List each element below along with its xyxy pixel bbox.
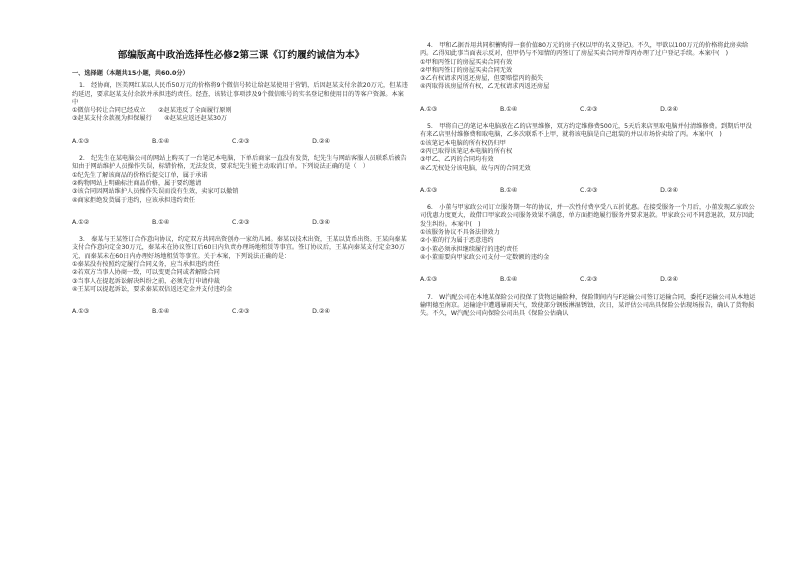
option-a: A.①③ [72, 137, 90, 145]
left-column [72, 50, 410, 326]
question-text: 3. 秦某与王某签订合作意向协议，约定双方共同出资创办一家幼儿园。秦某以技术出资，王某以货币出资。王某向秦某支付合作意向定金30万元，秦某未在协议签订后60日内负责办理场地租赁等事宜。签订协议后，王某向秦某支付定金30万元，而秦某未在60日内办理好场地租赁等事宜。关于本案，下列说法正确的是： [72, 236, 407, 260]
statement: ③当事人在提起诉讼解决纠纷之前，必须先行申请仲裁 [72, 277, 220, 285]
answer-options [420, 276, 678, 284]
statement: ②购物网站上明确标注商品价格，属于要约邀请 [72, 179, 202, 187]
question-text: 7. W汽配公司在本地某保险公司投保了货物运输险种，保险期间内与F运输公司签订运输合同，委托F运输公司从本地运输明德至南京。运输途中遭遇暴雨天气，致使部分钢板淋湿锈蚀，次日，某评估公司出具保险公估现场报告，确认了货物损失。不久，W汽配公司向保险公司出具《保险公估确认 [420, 293, 756, 318]
answer-options [72, 138, 330, 146]
statement: ④小董需要向甲家政公司支付一定数额的违约金 [420, 253, 550, 261]
option-b: B.①④ [499, 276, 518, 284]
option-d: D.②④ [660, 186, 678, 194]
statement: ①纪先生了解该商品的价格后提交订单，属于承诺 [72, 171, 208, 179]
option-c: C.②③ [232, 218, 250, 226]
answer-options [420, 106, 678, 114]
option-b: B.①④ [151, 137, 170, 145]
question-4 [420, 42, 758, 114]
option-c: C.②③ [232, 137, 250, 145]
statement: ③乙有权请求丙返还房屋，但要赔偿丙的损失 [420, 75, 544, 83]
statement: ③赵某支付余款视为担保履行 ④赵某应返还赵某30万 [72, 115, 228, 123]
question-3 [72, 236, 410, 316]
option-a: A.①③ [420, 105, 438, 113]
statement: ②丙已取得该笔记本电脑的所有权 [420, 147, 513, 155]
option-d: D.②④ [312, 137, 330, 145]
statement: ④商家拒绝发货属于违约，应该承担违约责任 [72, 196, 196, 204]
right-column [420, 42, 758, 318]
option-b: B.①④ [499, 105, 518, 113]
option-a: A.①③ [420, 186, 438, 194]
statement: ②甲和丙签订的房屋买卖合同无效 [420, 66, 513, 74]
statement: ②若双方当事人协商一致，可以变更合同或者解除合同 [72, 269, 220, 277]
question-1 [72, 82, 410, 146]
statement: ①微信号转让合同已经成立 ②赵某违反了全面履行原则 [72, 107, 232, 115]
section-heading: 一、选择题（本题共15小题，共60.0分） [72, 70, 189, 77]
question-5 [420, 123, 758, 195]
option-d: D.②④ [660, 276, 678, 284]
question-text: 6. 小董与甲家政公司订立服务期一年的协议，并一次性付费享受八五折优惠。在接受服务一个月后，小董发现乙家政公司优惠力度更大，故借口甲家政公司服务效果不满意，单方面拒绝履行服务并要求退款。甲家政公司不同意退款，双方因此发生纠纷。本案中( ) [420, 204, 755, 228]
statement: ②小董的行为属于恶意违约 [420, 237, 494, 245]
statement: ③甲乙、乙丙的合同均有效 [420, 156, 494, 164]
question-7 [420, 294, 758, 319]
statement: ④王某可以提起诉讼，要求秦某双倍返还定金并支付违约金 [72, 285, 233, 293]
option-d: D.③④ [312, 218, 330, 226]
question-text: 4. 甲和乙据吾用共同积蓄购得一套价值80万元的房子(权以甲的名义登记)。不久，甲欲以100万元的价格将此房卖给丙。乙得知此事当面表示反对，但甲仍与不知情的丙签订了房屋买卖合同并帮丙办理了过户登记手续。本案中( ) [420, 42, 749, 58]
option-c: C.②③ [580, 105, 598, 113]
option-c: C.②③ [580, 276, 598, 284]
document-title: 部编版高中政治选择性必修2第三课《订约履约诚信为本》 [117, 50, 365, 61]
option-a: A.①③ [72, 308, 90, 316]
statement: ①秦某没有按照约定履行合同义务，应当承担违约责任 [72, 261, 220, 269]
statement: ④乙无权处分该电脑，故与丙的合同无效 [420, 164, 531, 172]
answer-options [72, 219, 330, 227]
question-2 [72, 155, 410, 227]
statement: ④丙取得该房屋所有权，乙无权请求丙返还房屋 [420, 83, 550, 91]
option-b: B.①④ [151, 308, 170, 316]
question-6 [420, 204, 758, 284]
statement: ①该笔记本电脑的所有权仍归甲 [420, 139, 506, 147]
statement: ①该服务协议不具备法律效力 [420, 229, 500, 237]
option-d: D.②④ [660, 105, 678, 113]
answer-options [420, 187, 678, 195]
option-c: C.②③ [232, 308, 250, 316]
question-text: 1. 经协商，医美网红某以人民币50万元的价格将9个微信号转让给赵某使用于营销，后因赵某支付余款20万元，但某违约延迟，要求赵某支付余款并承担违约责任。经查，该转让事项涉及9个微信账号的实名登记和使用目的等客户资源。本案中 [72, 82, 408, 106]
option-a: A.①③ [420, 276, 438, 284]
option-c: C.②③ [580, 186, 598, 194]
statement: ①甲和丙签订的房屋买卖合同有效 [420, 58, 513, 66]
option-d: D.②④ [312, 308, 330, 316]
statement: ③小董必须承担继续履行的违约责任 [420, 245, 519, 253]
option-b: B.①④ [499, 186, 518, 194]
question-text: 5. 甲将自己的笔记本电脑放在乙的店里维修，双方约定维修费500元，5天后来店里取电脑并付清维修费。到期后甲没有来乙店里付维修费和取电脑，乙多次联系不上甲，就将该电脑是自己组装的并以市场价卖给了丙。本案中( ) [420, 123, 752, 139]
answer-options [72, 308, 330, 316]
question-text: 2. 纪先生在某电脑公司的网站上购买了一台笔记本电脑，下单后商家一直没有发货，纪先生与网站客服人员联系后被告知由于网站维护人员操作失误，标错价格，无法发货，要求纪先生能主动取消订单。下列说法正确的是（ ） [72, 155, 407, 171]
statement: ③该合同因网站维护人员操作失误而没有生效，卖家可以撤销 [72, 188, 239, 196]
option-a: A.①② [72, 218, 90, 226]
option-b: B.①④ [151, 218, 170, 226]
